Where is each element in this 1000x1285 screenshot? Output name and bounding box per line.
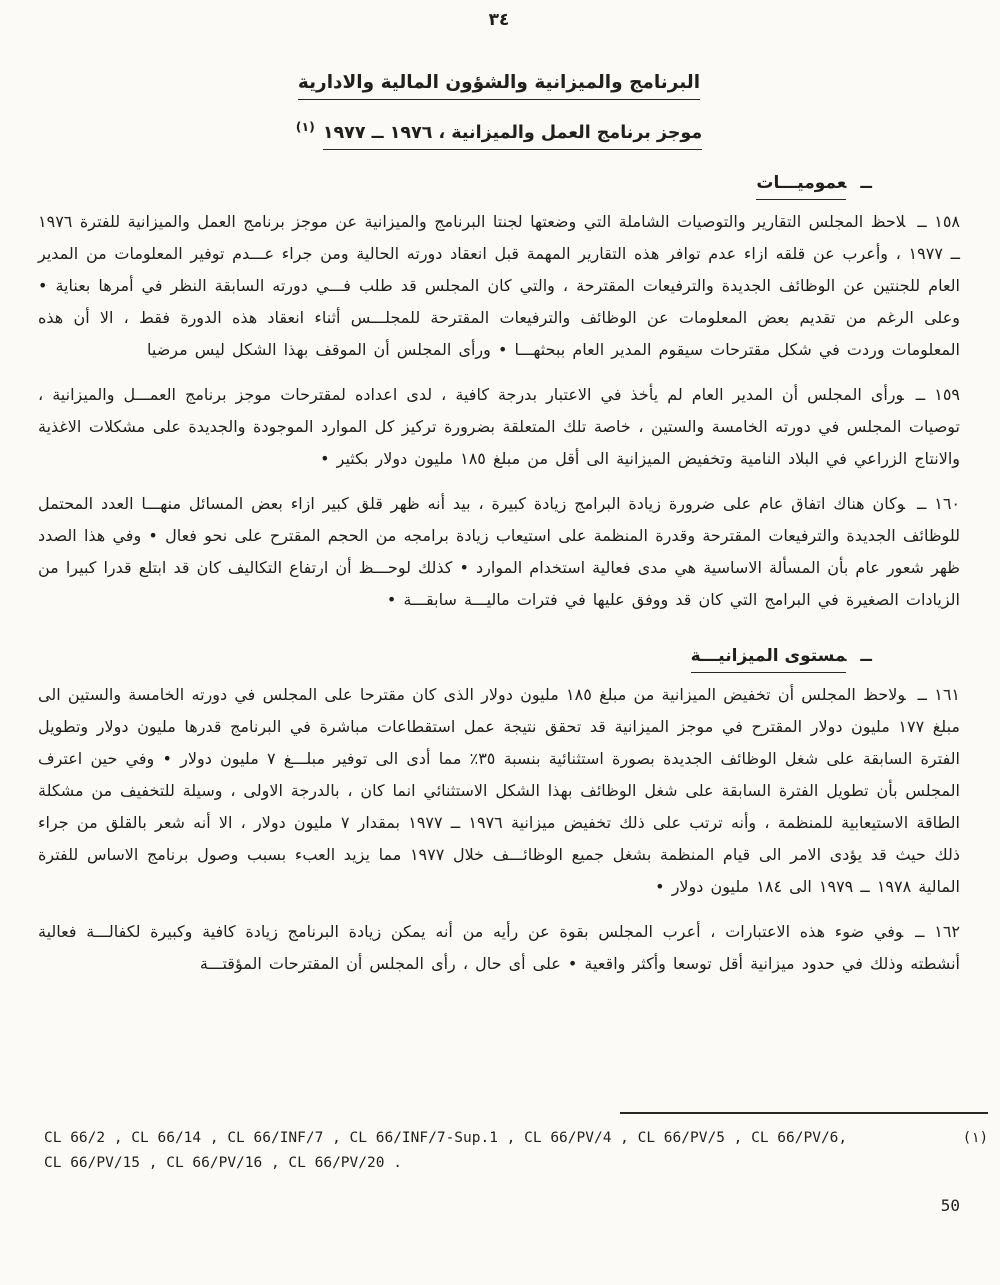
document-title-text: البرنامج والميزانية والشؤون المالية والادارية [298,72,700,100]
paragraph-162-number: ١٦٢ ــ [915,921,960,941]
section-title-budget-level [38,646,960,666]
section-dash: ــ [860,645,872,666]
document-title [38,72,960,93]
paragraph-160 [38,488,960,616]
section-budget-level [38,646,960,980]
footnote [44,1112,988,1171]
top-page-number: ٣٤ [488,10,510,30]
section-title-text: عموميـــات [756,173,846,200]
paragraph-162-text: وفي ضوء هذه الاعتبارات ، أعرب المجلس بقوة عن رأيه من أنه يمكن زيادة البرنامج زيادة كافية وكبيرة لكفالـــة فعالية أنشطته وذلك في حدود ميزانية أقل توسعا وأكثر واقعية • على أى حال ، رأى المجلس أن المقترحات المؤقتـــة [38,921,960,973]
paragraph-162 [38,916,960,980]
section-dash: ــ [860,172,872,193]
paragraph-161-text: ولاحظ المجلس أن تخفيض الميزانية من مبلغ ١٨٥ مليون دولار الذى كان مقترحا على المجلس في دورته الخامسة والستين الى مبلغ ١٧٧ مليون دولار المقترح في موجز الميزانية قد تحقق نتيجة عمل استقطاعات مباشرة في البرنامج قدرها مليون دولار وتطويل الفترة السابقة على شغل الوظائف الجديدة بصورة استثنائية بنسبة ٣٥٪ مما أدى الى توفير مبلـــغ ٧ مليون دولار • وفي حين اعترف المجلس بأن تطويل الفترة السابقة على شغل الوظائف بهذا الشكل الاستثنائي انما كان ، بالدرجة الاولى ، وسيلة للتخفيف من مشكلة الطاقة الاستيعابية للمنظمة ، وأنه ترتب على ذلك تخفيض ميزانية ١٩٧٦ ــ ١٩٧٧ بمقدار ٧ مليون دولار ، الا أنه شعر بالقلق من جراء ذلك حيث قد يؤدى الامر الى قيام المنظمة بشغل جميع الوظائـــف خلال ١٩٧٧ مما يزيد العبء بسبب وصول برنامج الاساس للفترة المالية ١٩٧٨ ــ ١٩٧٩ الى ١٨٤ مليون دولار • [38,684,961,896]
paragraph-158-number: ١٥٨ ــ [917,211,960,231]
paragraph-158-text: لاحظ المجلس التقارير والتوصيات الشاملة التي وضعتها لجنتا البرنامج والميزانية عن موجز برنامج العمل والميزانية للفترة ١٩٧٦ ــ ١٩٧٧ ، وأعرب عن قلقه ازاء عدم توافر هذه التقارير المهمة قبل انعقاد دورته الحالية ومن جراء عـــدم توفير المعلومات من المدير العام للجنتين عن الوظائف الجديدة والترفيعات المقترحة ، والتي كان المجلس قد طلب فـــي دورته السابقة النظر في أمرها بعناية • وعلى الرغم من تقديم بعض المعلومات عن الوظائف والترفيعات المقترحة للمجلـــس أثناء انعقاد هذه الدورة فقط ، الا أن هذه المعلومات وردت في شكل مقترحات سيقوم المدير العام ببحثهـــا • ورأى المجلس أن الموقف بهذا الشكل ليس مرضيا [38,211,960,359]
footnote-references-2: CL 66/PV/15 , CL 66/PV/16 , CL 66/PV/20 . [44,1155,402,1171]
footnote-line-2 [44,1155,988,1171]
paragraph-159-text: ورأى المجلس أن المدير العام لم يأخذ في الاعتبار بدرجة كافية ، لدى اعداده لمقترحات موجز برنامج العمـــل والميزانية ، توصيات المجلس في دورته الخامسة والستين ، خاصة تلك المتعلقة بضرورة تركيز كل الموارد الموجودة والجديدة على مشكلات الاغذية والانتاج الزراعي في البلاد النامية وتخفيض الميزانية الى أقل من مبلغ ١٨٥ مليون دولار بكثير • [38,384,960,468]
section-generalities [38,173,960,616]
document-subtitle-text: موجز برنامج العمل والميزانية ، ١٩٧٦ ــ ١٩٧٧ [323,123,702,150]
footnote-rule [620,1112,988,1114]
paragraph-159-number: ١٥٩ ــ [915,384,960,404]
bottom-page-number: 50 [940,1196,960,1215]
paragraph-160-number: ١٦٠ ــ [916,493,960,513]
paragraph-159 [38,379,960,475]
footnote-ref-marker: (١) [295,119,315,134]
paragraph-161-number: ١٦١ ــ [917,684,961,704]
footnote-marker: (١) [962,1130,988,1146]
document-subtitle [38,119,960,143]
section-title-text: مستوى الميزانيـــة [691,646,847,673]
footnote-references-1: CL 66/2 , CL 66/14 , CL 66/INF/7 , CL 66/INF/7-Sup.1 , CL 66/PV/4 , CL 66/PV/5 , CL 66/PV/6, [44,1130,848,1146]
section-title-generalities [38,173,960,193]
paragraph-158 [38,206,960,366]
paragraph-160-text: وكان هناك اتفاق عام على ضرورة زيادة البرامج زيادة كبيرة ، بيد أنه ظهر قلق كبير ازاء بعض المسائل منهـــا العدد المحتمل للوظائف الجديدة والترفيعات المقترحة وقدرة المنظمة على استيعاب زيادة برامجه من الحجم المقترح على نحو فعال • وفي هذا الصدد ظهر شعور عام بأن المسألة الاساسية هي مدى فعالية استخدام الموارد • كذلك لوحـــظ أن ارتفاع التكاليف كان قد ابتلع قدرا كبيرا من الزيادات الصغيرة في البرامج التي كان قد ووفق عليها في فترات ماليـــة سابقـــة • [38,493,960,609]
paragraph-161 [38,679,960,903]
footnote-line-1 [44,1130,988,1146]
